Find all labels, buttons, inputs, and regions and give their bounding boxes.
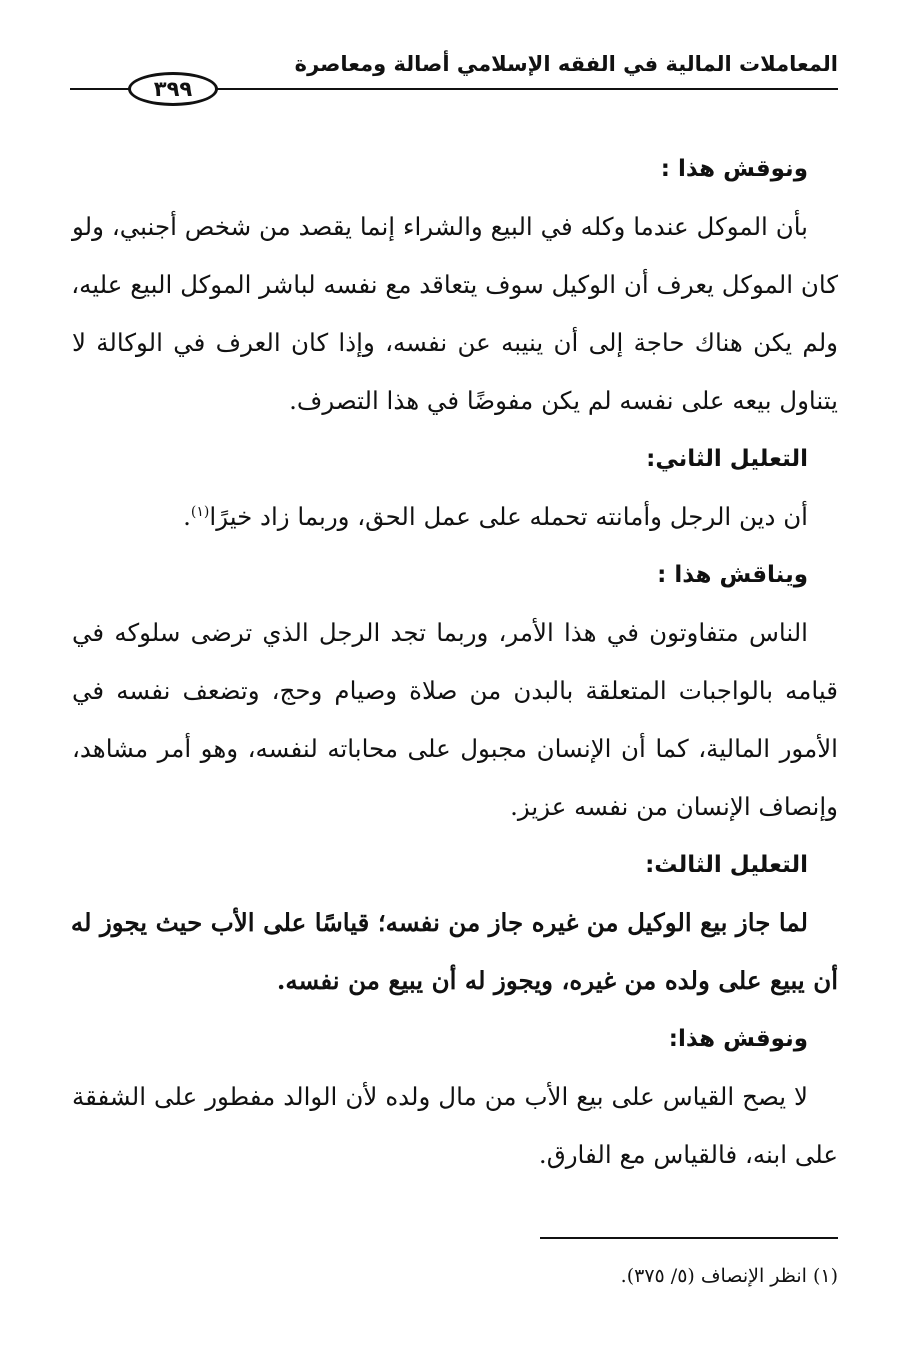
- paragraph-4-line-2: أن يبيع على ولده من غيره، ويجوز له أن يبيع من نفسه.: [276, 966, 838, 995]
- paragraph-1-line-1: بأن الموكل عندما وكله في البيع والشراء إنما يقصد من شخص أجنبي، ولو: [72, 212, 808, 241]
- paragraph-1-line-2: كان الموكل يعرف أن الوكيل سوف يتعاقد مع نفسه لباشر الموكل البيع عليه،: [71, 270, 838, 299]
- paragraph-1-line-4: يتناول بيعه على نفسه لم يكن مفوضًا في هذا التصرف.: [289, 386, 838, 415]
- heading-discussion-3: ونوقش هذا:: [668, 1026, 808, 1052]
- running-title: المعاملات المالية في الفقه الإسلامي أصالة ومعاصرة: [294, 52, 838, 76]
- paragraph-5-line-2: على ابنه، فالقياس مع الفارق.: [538, 1140, 838, 1169]
- footnote-1: (١) انظر الإنصاف (٥/ ٣٧٥).: [620, 1265, 838, 1287]
- page-number: ٣٩٩: [153, 76, 193, 101]
- page-number-badge: [128, 72, 218, 106]
- footnote-reference: (١): [190, 503, 210, 520]
- paragraph-1-line-3: ولم يكن هناك حاجة إلى أن ينيبه عن نفسه، وإذا كان العرف في الوكالة لا: [72, 328, 838, 357]
- paragraph-3-line-1: الناس متفاوتون في هذا الأمر، وربما تجد الرجل الذي ترضى سلوكه في: [72, 618, 808, 647]
- paragraph-2-text: أن دين الرجل وأمانته تحمله على عمل الحق، وربما زاد خيرًا: [209, 502, 808, 531]
- heading-discussion-1: ونوقش هذا :: [660, 156, 808, 182]
- paragraph-3-line-2: قيامه بالواجبات المتعلقة بالبدن من صلاة وصيام وحج، وتضعف نفسه في: [72, 676, 838, 705]
- paragraph-5-line-1: لا يصح القياس على بيع الأب من مال ولده لأن الوالد مفطور على الشفقة: [72, 1082, 808, 1111]
- heading-third-reasoning: التعليل الثالث:: [645, 852, 808, 878]
- paragraph-3-line-4: وإنصاف الإنسان من نفسه عزيز.: [510, 792, 838, 821]
- footnote-separator: [540, 1237, 838, 1239]
- paragraph-2-end: .: [183, 502, 191, 531]
- paragraph-2-line-1: [72, 488, 838, 546]
- main-text: [72, 140, 838, 1184]
- paragraph-4-line-1: لما جاز بيع الوكيل من غيره جاز من نفسه؛ قياسًا على الأب حيث يجوز له: [70, 908, 808, 937]
- paragraph-3-line-3: الأمور المالية، كما أن الإنسان مجبول على محاباته لنفسه، وهو أمر مشاهد،: [72, 734, 838, 763]
- heading-second-reasoning: التعليل الثاني:: [646, 446, 808, 472]
- heading-discussion-2: ويناقش هذا :: [657, 562, 808, 588]
